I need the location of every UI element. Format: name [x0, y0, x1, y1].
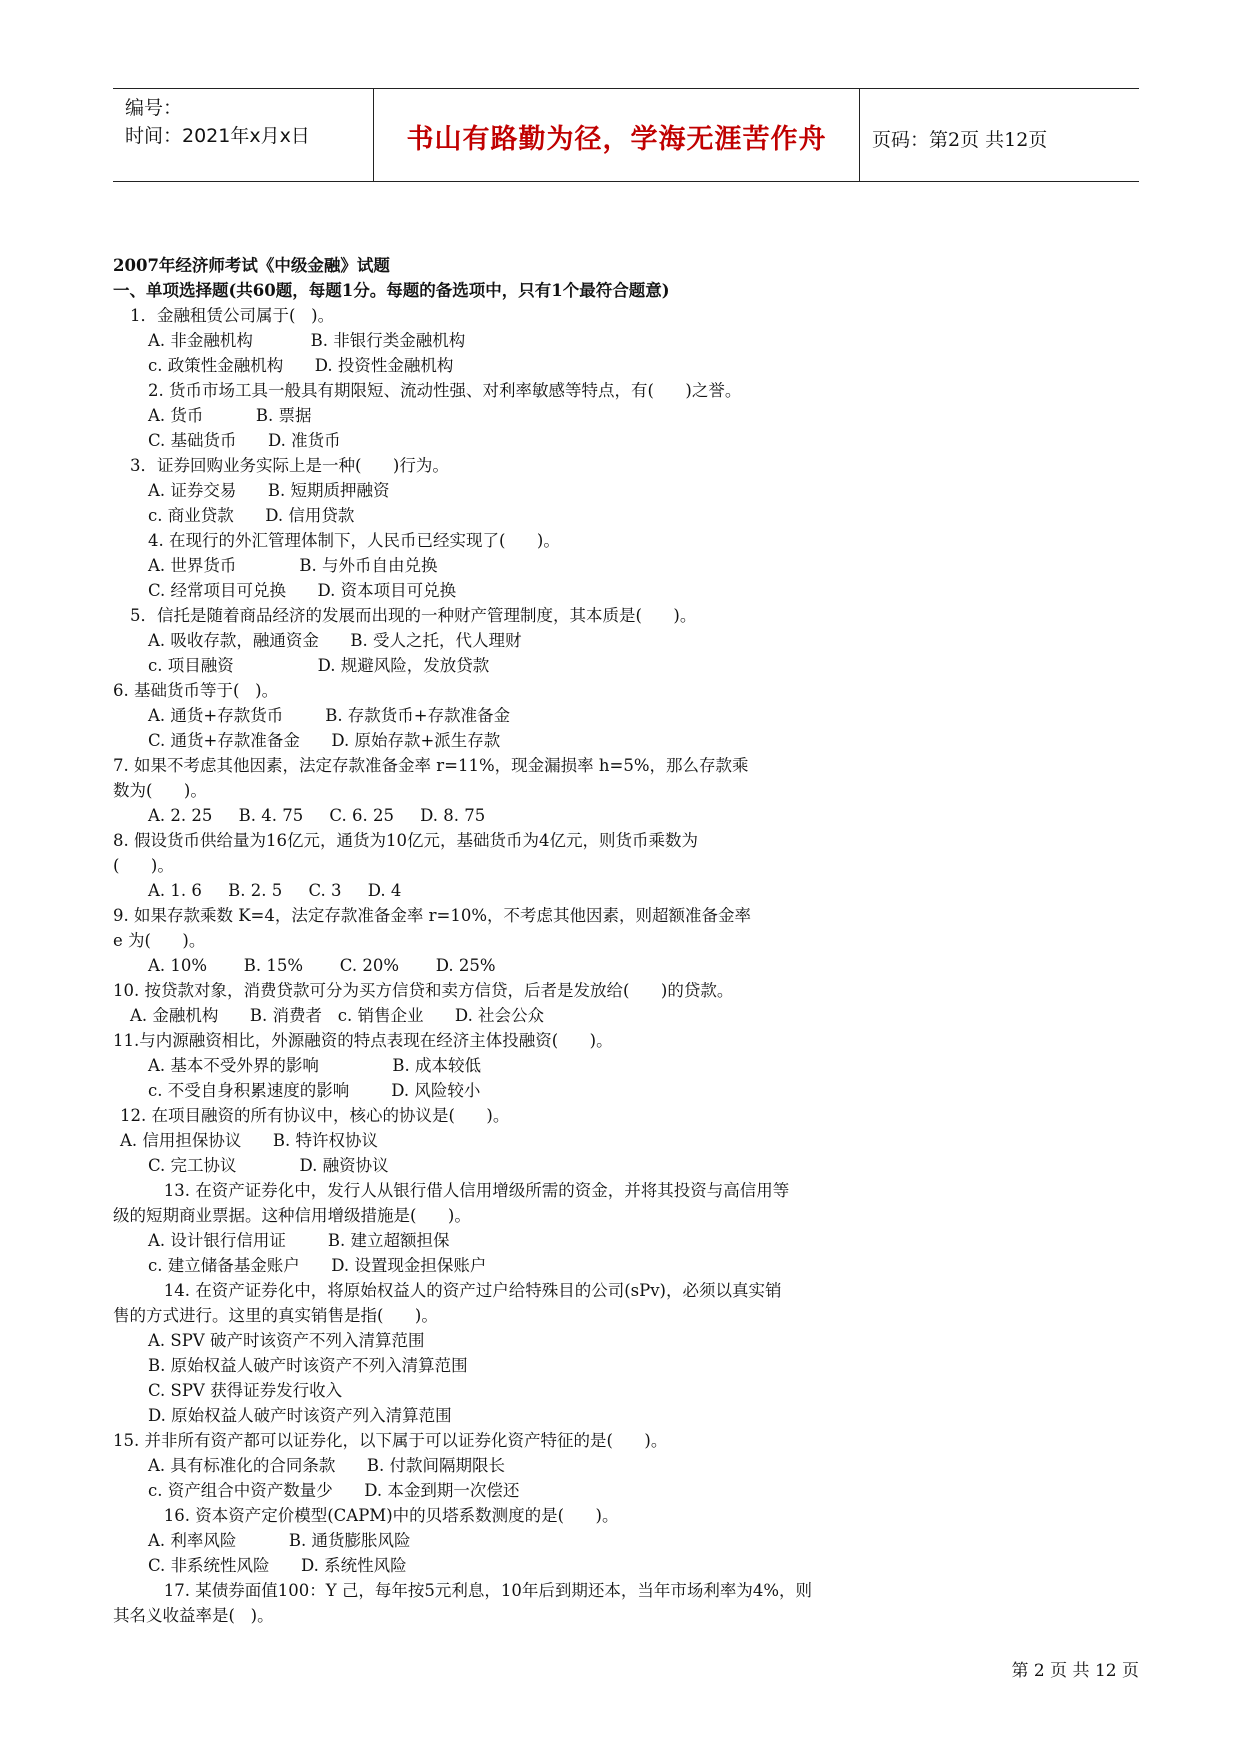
question-line: A. 吸收存款，融通资金 B. 受人之托，代人理财: [148, 631, 522, 650]
question-line: 其名义收益率是( )。: [113, 1606, 274, 1625]
question-line: D. 原始权益人破产时该资产列入清算范围: [148, 1406, 452, 1425]
question-line: A. 货币 B. 票据: [148, 406, 312, 425]
question-line: A. 设计银行信用证 B. 建立超额担保: [148, 1231, 450, 1250]
question-line: A. 金融机构 B. 消费者 c. 销售企业 D. 社会公众: [130, 1006, 545, 1025]
question-line: 17. 某债券面值100：Y 己，每年按5元利息，10年后到期还本，当年市场利率为4%，则: [148, 1581, 813, 1600]
question-line: 6. 基础货币等于( )。: [113, 681, 279, 700]
question-line: C. 经常项目可兑换 D. 资本项目可兑换: [148, 581, 457, 600]
question-line: 1．金融租赁公司属于( )。: [130, 306, 335, 325]
question-line: A. 1. 6 B. 2. 5 C. 3 D. 4: [148, 881, 402, 900]
question-line: 售的方式进行。这里的真实销售是指( )。: [113, 1306, 438, 1325]
question-line: A. 证券交易 B. 短期质押融资: [148, 481, 390, 500]
question-line: A. 基本不受外界的影响 B. 成本较低: [148, 1056, 481, 1075]
question-line: A. 世界货币 B. 与外币自由兑换: [148, 556, 438, 575]
question-line: 12. 在项目融资的所有协议中，核心的协议是( )。: [120, 1106, 510, 1125]
question-line: 10. 按贷款对象，消费贷款可分为买方信贷和卖方信贷，后者是发放给( )的贷款。: [113, 981, 734, 1000]
question-line: c. 资产组合中资产数量少 D. 本金到期一次偿还: [148, 1481, 520, 1500]
question-line: 数为( )。: [113, 781, 207, 800]
question-line: 7. 如果不考虑其他因素，法定存款准备金率 r=11%，现金漏损率 h=5%，那么存款乘: [113, 756, 749, 775]
question-line: A. SPV 破产时该资产不列入清算范围: [148, 1331, 425, 1350]
question-line: A. 信用担保协议 B. 特许权协议: [120, 1131, 378, 1150]
question-line: 13. 在资产证券化中，发行人从银行借人信用增级所需的资金，并将其投资与高信用等: [148, 1181, 790, 1200]
question-line: c. 项目融资 D. 规避风险，发放贷款: [148, 656, 490, 675]
question-line: 8. 假设货币供给量为16亿元，通货为10亿元，基础货币为4亿元，则货币乘数为: [113, 831, 698, 850]
header-motto: 书山有路勤为径，学海无涯苦作舟: [406, 124, 827, 155]
header-page-label: 页码：第2页 共12页: [872, 129, 1048, 151]
question-line: C. 完工协议 D. 融资协议: [148, 1156, 389, 1175]
question-line: c. 政策性金融机构 D. 投资性金融机构: [148, 356, 454, 375]
question-line: C. 非系统性风险 D. 系统性风险: [148, 1556, 407, 1575]
question-line: e 为( )。: [113, 931, 206, 950]
question-line: c. 建立储备基金账户 D. 设置现金担保账户: [148, 1256, 487, 1275]
page-footer: 第 2 页 共 12 页: [1011, 1661, 1139, 1681]
question-line: 16. 资本资产定价模型(CAPM)中的贝塔系数测度的是( )。: [148, 1506, 619, 1525]
question-line: 5．信托是随着商品经济的发展而出现的一种财产管理制度，其本质是( )。: [130, 606, 697, 625]
question-line: C. SPV 获得证券发行收入: [148, 1381, 343, 1400]
section-heading: 2007年经济师考试《中级金融》试题: [113, 256, 390, 275]
question-line: C. 基础货币 D. 准货币: [148, 431, 341, 450]
question-line: ( )。: [113, 856, 174, 875]
question-line: c. 不受自身积累速度的影响 D. 风险较小: [148, 1081, 481, 1100]
question-line: A. 非金融机构 B. 非银行类金融机构: [148, 331, 466, 350]
question-line: C. 通货+存款准备金 D. 原始存款+派生存款: [148, 731, 501, 750]
question-line: A. 利率风险 B. 通货膨胀风险: [148, 1531, 411, 1550]
question-line: A. 10% B. 15% C. 20% D. 25%: [148, 956, 496, 975]
document-code-label: 编号：: [125, 97, 183, 119]
section-heading: 一、单项选择题(共60题，每题1分。每题的备选项中，只有1个最符合题意): [113, 281, 670, 300]
question-line: 级的短期商业票据。这种信用增级措施是( )。: [113, 1206, 471, 1225]
question-line: 9. 如果存款乘数 K=4，法定存款准备金率 r=10%，不考虑其他因素，则超额准备金率: [113, 906, 752, 925]
question-line: A. 具有标准化的合同条款 B. 付款间隔期限长: [148, 1456, 505, 1475]
question-line: B. 原始权益人破产时该资产不列入清算范围: [148, 1356, 468, 1375]
question-line: 11.与内源融资相比，外源融资的特点表现在经济主体投融资( )。: [113, 1031, 613, 1050]
question-line: 3．证券回购业务实际上是一种( )行为。: [130, 456, 449, 475]
question-line: 15. 并非所有资产都可以证券化，以下属于可以证券化资产特征的是( )。: [113, 1431, 668, 1450]
question-line: A. 通货+存款货币 B. 存款货币+存款准备金: [148, 706, 511, 725]
question-line: A. 2. 25 B. 4. 75 C. 6. 25 D. 8. 75: [148, 806, 486, 825]
question-line: 2. 货币市场工具一般具有期限短、流动性强、对利率敏感等特点，有( )之誉。: [148, 381, 742, 400]
question-line: c. 商业贷款 D. 信用贷款: [148, 506, 355, 525]
document-time-label: 时间：2021年x月x日: [125, 125, 310, 147]
question-line: 4. 在现行的外汇管理体制下，人民币已经实现了( )。: [148, 531, 560, 550]
question-line: 14. 在资产证券化中，将原始权益人的资产过户给特殊目的公司(sPv)，必须以真实销: [148, 1281, 782, 1300]
